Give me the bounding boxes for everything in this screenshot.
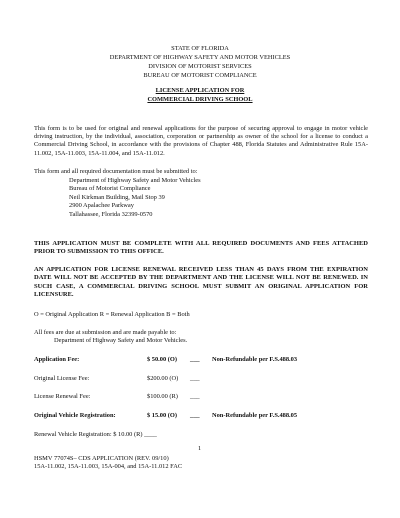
address-line-2: Bureau of Motorist Compliance bbox=[69, 185, 151, 193]
original-vehicle-registration-blank[interactable]: ___ bbox=[190, 412, 200, 419]
completeness-warning: THIS APPLICATION MUST BE COMPLETE WITH ALL REQUIRED DOCUMENTS AND FEES ATTACHED PRIOR TO SUBMISSION TO THIS OFFICE. bbox=[34, 240, 368, 256]
form-id: HSMV 77074S– CDS APPLICATION (REV. 09/10) bbox=[34, 455, 169, 462]
header-state: STATE OF FLORIDA bbox=[171, 45, 229, 52]
intro-paragraph: This form is to be used for original and renewal applications for the purpose of securing approval to engage in motor vehicle driving instruction, by the individual, association, corporation or partnership as owner of the school for a license to conduct a Commercial Driving School, in accordance with the provisions of Chapter 488, Florida Statutes and Administrative Rule 15A-11.002, 15A-11.003, 15A-11.004, and 15A-11.012. bbox=[34, 125, 368, 157]
agency-header bbox=[0, 44, 400, 80]
header-department: DEPARTMENT OF HIGHWAY SAFETY AND MOTOR VEHICLES bbox=[109, 54, 291, 61]
original-vehicle-registration-amount: $ 15.00 (O) bbox=[147, 412, 177, 419]
fees-payable-note bbox=[34, 329, 368, 345]
renewal-vehicle-registration-row bbox=[34, 431, 374, 441]
application-fee-label: Application Fee: bbox=[34, 356, 80, 363]
application-fee-note: Non-Refundable per F.S.488.03 bbox=[212, 356, 298, 363]
address-line-5: Tallahassee, Florida 32399-0570 bbox=[69, 210, 153, 218]
address-line-4: 2900 Apalachee Parkway bbox=[69, 202, 134, 210]
header-division: DIVISION OF MOTORIST SERVICES bbox=[148, 63, 252, 70]
rule-citations: 15A-11.002, 15A-11.003, 15A-004, and 15A-11.012 FAC bbox=[34, 463, 183, 471]
application-fee-blank[interactable]: ___ bbox=[190, 356, 200, 363]
title-line-2: COMMERCIAL DRIVING SCHOOL bbox=[147, 96, 253, 103]
address-line-3: Neil Kirkman Building, Mail Stop 39 bbox=[69, 193, 165, 201]
renewal-license-fee-blank[interactable]: ___ bbox=[190, 393, 200, 400]
original-vehicle-registration-note: Non-Refundable per F.S.488.05 bbox=[212, 412, 298, 419]
renewal-vehicle-registration-text: Renewal Vehicle Registration: $ 10.00 (R) ____ bbox=[34, 431, 157, 438]
address-line-1: Department of Highway Safety and Motor Vehicles bbox=[69, 177, 201, 184]
mailing-address bbox=[69, 177, 309, 219]
application-fee-amount: $ 50.00 (O) bbox=[147, 356, 177, 363]
fees-due-line-1: All fees are due at submission and are made payable to: bbox=[34, 329, 177, 336]
renewal-license-fee-label: License Renewal Fee: bbox=[34, 393, 91, 400]
renewal-license-fee-row bbox=[34, 393, 374, 403]
original-license-fee-row bbox=[34, 375, 374, 385]
header-bureau: BUREAU OF MOTORIST COMPLIANCE bbox=[143, 72, 257, 79]
application-fee-row bbox=[34, 356, 374, 366]
original-license-fee-blank[interactable]: ___ bbox=[190, 375, 200, 382]
original-vehicle-registration-label: Original Vehicle Registration: bbox=[34, 412, 116, 419]
renewal-warning: AN APPLICATION FOR LICENSE RENEWAL RECEIVED LESS THAN 45 DAYS FROM THE EXPIRATION DATE WILL NOT BE ACCEPTED BY THE DEPARTMENT AND THE LICENSE WILL NOT BE RENEWED. IN SUCH CASE, A COMMERCIAL DRIVING SCHOOL MUST SUBMIT AN ORIGINAL APPLICATION FOR LICENSURE. bbox=[34, 266, 368, 298]
application-type-legend: O = Original Application R = Renewal Application B = Both bbox=[34, 311, 190, 318]
original-license-fee-amount: $200.00 (O) bbox=[147, 375, 179, 382]
title-line-1: LICENSE APPLICATION FOR bbox=[155, 87, 245, 94]
original-license-fee-label: Original License Fee: bbox=[34, 375, 90, 382]
submit-instructions: This form and all required documentation must be submitted to: bbox=[34, 168, 198, 175]
form-footer bbox=[34, 455, 354, 472]
document-title bbox=[0, 86, 400, 104]
fees-due-line-2: Department of Highway Safety and Motor Vehicles. bbox=[54, 337, 188, 345]
page-number: 1 bbox=[198, 445, 202, 452]
renewal-license-fee-amount: $100.00 (R) bbox=[147, 393, 178, 400]
original-vehicle-registration-row bbox=[34, 412, 374, 422]
